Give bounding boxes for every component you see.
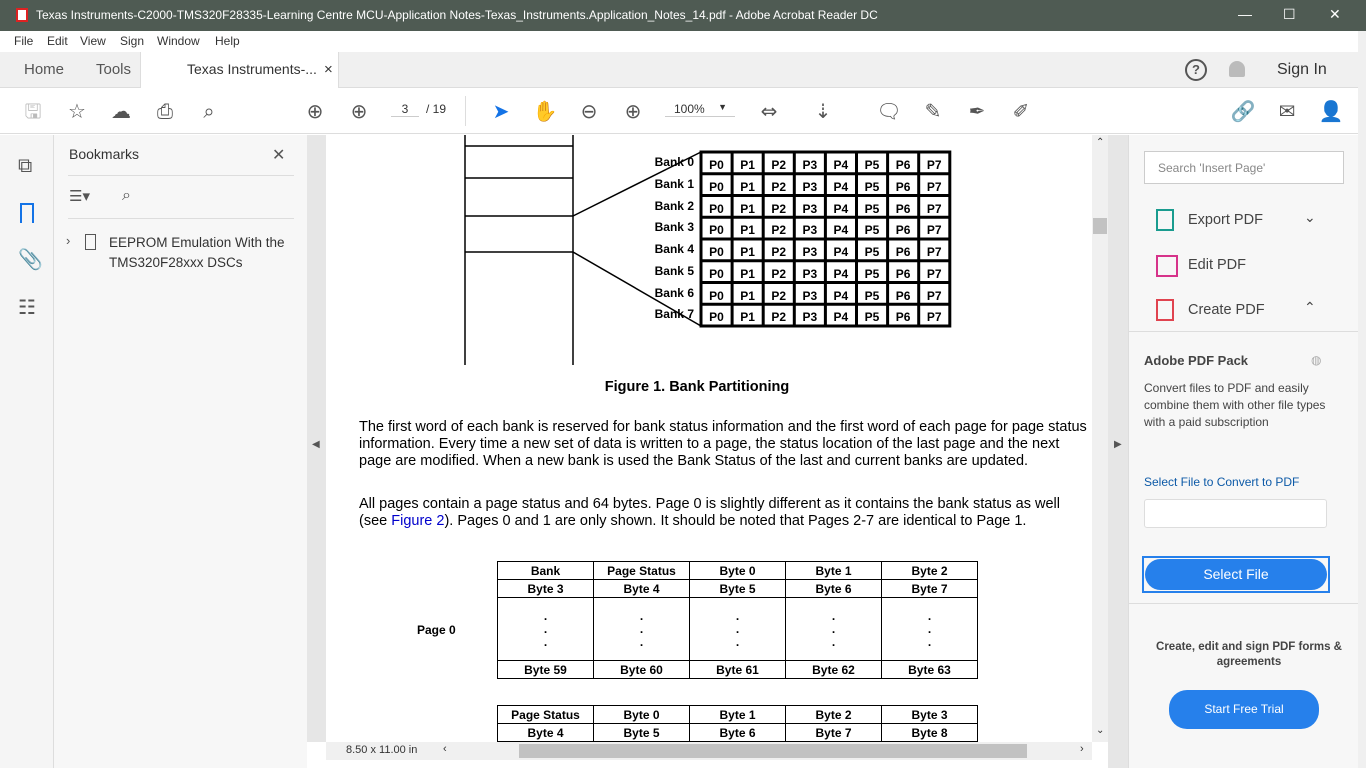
table-row	[498, 562, 978, 580]
table-cell: Byte 59	[498, 661, 594, 679]
page-cell: P0	[709, 310, 724, 325]
ellipsis-dots: . . .	[639, 608, 644, 649]
h-scroll-thumb[interactable]	[519, 744, 1027, 758]
page-cell: P1	[740, 158, 755, 172]
page-cell: P3	[802, 223, 818, 238]
sign-icon[interactable]: ✒	[968, 99, 986, 123]
hand-tool-icon[interactable]: ✋	[532, 99, 558, 123]
page-cell: P4	[833, 201, 849, 216]
add-user-icon[interactable]: 👤	[1318, 99, 1344, 123]
left-panel-collapse-strip[interactable]	[307, 135, 326, 742]
page-cell: P1	[740, 288, 755, 303]
page-cell: P5	[864, 223, 880, 238]
page-cell: P4	[833, 223, 849, 238]
page-cell: P7	[926, 201, 942, 216]
menu-sign[interactable]: Sign	[120, 34, 145, 48]
expand-chevron-icon[interactable]: ›	[66, 233, 71, 248]
table-cell: Page Status	[594, 562, 690, 580]
table-row	[498, 661, 978, 679]
page-cell: P4	[833, 266, 849, 281]
bookmark-star-icon[interactable]: ☆	[68, 99, 86, 123]
page-cell: P3	[802, 179, 818, 194]
page-cell: P6	[895, 179, 911, 194]
page-cell: P3	[802, 201, 818, 216]
scroll-thumb[interactable]	[1093, 218, 1107, 234]
divider	[1129, 331, 1359, 332]
page-fit-icon[interactable]: ⇔	[760, 99, 778, 123]
tools-pane	[1128, 135, 1358, 768]
close-panel-icon[interactable]: ✕	[272, 147, 286, 164]
page-cell: P2	[771, 201, 787, 216]
insert-page-search-input[interactable]: Search 'Insert Page'	[1144, 151, 1344, 184]
minimize-button[interactable]: —	[1238, 6, 1252, 22]
page-cell: P7	[926, 223, 942, 238]
table-cell	[786, 598, 882, 661]
table-row	[498, 598, 978, 661]
page-cell: P2	[771, 310, 787, 325]
page-cell: P1	[740, 310, 755, 325]
structure-tree-icon[interactable]: ☷	[18, 297, 36, 319]
menu-edit[interactable]: Edit	[47, 34, 68, 48]
figure-caption: Figure 1. Bank Partitioning	[604, 379, 790, 395]
sign-in-button[interactable]: Sign In	[1277, 61, 1327, 78]
bank-label: Bank 2	[654, 198, 694, 213]
edit-pdf-item[interactable]: Edit PDF	[1188, 257, 1247, 273]
table-cell: Byte 2	[786, 706, 882, 724]
page-cell: P0	[709, 245, 724, 259]
bookmarks-title: Bookmarks	[69, 146, 140, 162]
page-cell: P3	[802, 310, 818, 325]
collapse-left-icon[interactable]: ◀	[312, 439, 320, 450]
bookmarks-panel	[54, 135, 307, 768]
table-cell: Byte 0	[690, 562, 786, 580]
figure-2-link[interactable]: Figure 2	[391, 513, 445, 529]
page-cell: P5	[864, 266, 880, 281]
page-cell: P3	[802, 266, 818, 281]
table-cell: Byte 63	[882, 661, 978, 679]
page-cell: P0	[709, 158, 724, 172]
table-cell: Byte 5	[690, 580, 786, 598]
ellipsis-dots: . . .	[543, 608, 548, 649]
table-cell	[594, 598, 690, 661]
table-cell: Byte 6	[786, 580, 882, 598]
page-cell: P5	[864, 179, 880, 194]
window-title: Texas Instruments-C2000-TMS320F28335-Learning Centre MCU-Application Notes-Texas_Instruments.Application_Notes_14.pdf - Adobe Acrobat Reader DC	[36, 8, 878, 22]
outer-scrollbar[interactable]	[1358, 31, 1366, 768]
ellipsis-dots: . . .	[831, 608, 836, 649]
page-cell: P4	[833, 158, 849, 172]
tab-document-label: Texas Instruments-...	[187, 61, 317, 77]
table-cell	[498, 598, 594, 661]
fill-sign-icon[interactable]: ✐	[1012, 99, 1030, 123]
maximize-button[interactable]: ☐	[1283, 6, 1296, 22]
horizontal-scrollbar[interactable]	[326, 742, 1092, 760]
next-page-icon[interactable]: ⊕	[350, 99, 368, 123]
table-cell: Byte 3	[882, 706, 978, 724]
create-pdf-item[interactable]: Create PDF	[1188, 302, 1265, 318]
upload-cloud-icon[interactable]: ☁	[111, 99, 131, 123]
tab-document[interactable]	[140, 52, 339, 89]
page-cell: P0	[709, 179, 724, 194]
page-cell: P5	[864, 158, 880, 172]
page-cell: P1	[740, 179, 755, 194]
table-cell: Byte 4	[594, 580, 690, 598]
pdf-pack-description: Convert files to PDF and easily combine them with other file types with a paid subscription	[1144, 381, 1326, 429]
table-row	[498, 706, 978, 724]
ellipsis-dots: . . .	[735, 608, 740, 649]
page-cell: P3	[802, 245, 818, 259]
table-cell: Byte 7	[882, 580, 978, 598]
bank-label: Bank 6	[654, 285, 694, 300]
page-cell: P5	[864, 245, 880, 259]
table-cell: Byte 61	[690, 661, 786, 679]
tab-bar	[0, 52, 1358, 88]
bank-label: Bank 1	[654, 176, 694, 191]
table-cell: Byte 1	[690, 706, 786, 724]
previous-page-icon[interactable]: ⊕	[306, 99, 324, 123]
table-cell: Page Status	[498, 706, 594, 724]
paragraph	[359, 496, 1089, 530]
table-cell: Byte 2	[882, 562, 978, 580]
bank-label: Bank 5	[654, 263, 694, 278]
table-cell: Bank	[498, 562, 594, 580]
bookmarks-icon[interactable]	[20, 203, 34, 223]
table-cell: Byte 60	[594, 661, 690, 679]
document-page	[326, 135, 1092, 742]
page-cell: P7	[926, 288, 942, 303]
page-cell: P7	[926, 266, 942, 281]
bank-label: Bank 7	[654, 307, 694, 322]
page-cell: P6	[895, 310, 911, 325]
page-cell: P0	[709, 266, 724, 281]
divider	[1129, 603, 1359, 604]
table-cell: Byte 3	[498, 580, 594, 598]
right-panel-collapse-strip[interactable]	[1108, 135, 1128, 768]
chevron-down-icon[interactable]: ⌄	[1304, 209, 1316, 225]
table-cell	[882, 598, 978, 661]
menu-bar	[0, 31, 1358, 52]
search-icon[interactable]: ⌕	[203, 99, 215, 123]
select-cursor-icon[interactable]: ➤	[492, 99, 510, 123]
page-cell: P7	[926, 158, 942, 172]
zoom-in-icon[interactable]: ⊕	[624, 99, 642, 123]
collapse-right-icon[interactable]: ▶	[1114, 439, 1122, 450]
chevron-up-icon[interactable]: ⌃	[1304, 299, 1316, 315]
table-cell: Byte 4	[498, 724, 594, 742]
page-cell: P2	[771, 179, 787, 194]
page-total: / 19	[426, 102, 447, 116]
table-cell: Byte 0	[594, 706, 690, 724]
divider	[68, 218, 294, 219]
attachments-icon[interactable]: 📎	[18, 249, 43, 271]
page-cell: P7	[926, 310, 942, 325]
page-cell: P6	[895, 201, 911, 216]
page-cell: P6	[895, 245, 911, 259]
paragraph-text: ). Pages 0 and 1 are only shown. It should be noted that Pages 2-7 are identical to Page 1.	[444, 513, 1027, 529]
edit-pdf-icon	[1156, 255, 1178, 277]
scroll-mode-icon[interactable]: ⇣	[814, 99, 832, 123]
page-cell: P6	[895, 288, 911, 303]
page-cell: P2	[771, 223, 787, 238]
tab-home[interactable]: Home	[24, 61, 65, 78]
create-pdf-icon	[1156, 299, 1174, 321]
page-size: 8.50 x 11.00 in	[346, 744, 418, 756]
toolbar	[0, 88, 1358, 134]
export-pdf-item[interactable]: Export PDF	[1188, 212, 1263, 228]
email-icon[interactable]: ✉	[1278, 99, 1296, 123]
page-cell: P6	[895, 158, 911, 172]
close-button[interactable]: ✕	[1329, 6, 1341, 22]
page-cell: P6	[895, 223, 911, 238]
bookmark-icon	[85, 234, 96, 250]
page-cell: P4	[833, 310, 849, 325]
page-cell: P1	[740, 245, 755, 259]
chevron-down-icon: ▼	[718, 102, 727, 112]
page-cell: P2	[771, 266, 787, 281]
page-cell: P1	[740, 223, 755, 238]
scroll-up-icon[interactable]: ⌃	[1096, 137, 1105, 148]
table-row	[498, 724, 978, 742]
bookmark-item[interactable]: EEPROM Emulation With the TMS320F28xxx DSCs	[109, 235, 285, 270]
page-0-table	[497, 561, 978, 679]
start-free-trial-button[interactable]: Start Free Trial	[1169, 690, 1319, 729]
menu-window[interactable]: Window	[157, 34, 200, 48]
page-0-label: Page 0	[417, 623, 456, 637]
promo-text: Create, edit and sign PDF forms & agreements	[1156, 641, 1342, 668]
table-row	[498, 580, 978, 598]
page-cell: P1	[740, 266, 755, 281]
page-cell: P4	[833, 179, 849, 194]
ellipsis-dots: . . .	[927, 608, 932, 649]
comment-icon[interactable]: 🗨	[876, 99, 902, 123]
menu-view[interactable]: View	[80, 34, 106, 48]
paragraph: The first word of each bank is reserved for bank status information and the first word of each page for page status information. Every time a new set of data is written to a page, the status location of the last page and the next page are modified. When a new bank is used the Bank Status of the last and current banks are updated.	[359, 419, 1087, 469]
document-vertical-scrollbar[interactable]	[1092, 135, 1108, 742]
menu-help[interactable]: Help	[215, 34, 240, 48]
select-file-link[interactable]: Select File to Convert to PDF	[1144, 475, 1300, 489]
page-cell: P1	[740, 201, 755, 216]
table-cell: Byte 6	[690, 724, 786, 742]
tab-close-icon[interactable]: ×	[324, 61, 333, 78]
left-navigation-rail	[0, 135, 54, 768]
page-cell: P4	[833, 245, 849, 259]
page-cell: P0	[709, 223, 724, 238]
tab-tools[interactable]: Tools	[96, 61, 132, 78]
scroll-right-icon[interactable]: ›	[1080, 743, 1084, 755]
select-file-button[interactable]: Select File	[1145, 559, 1327, 590]
share-link-icon[interactable]: 🔗	[1230, 99, 1256, 123]
page-cell: P2	[771, 245, 787, 259]
menu-file[interactable]: File	[14, 34, 34, 48]
page-cell: P2	[771, 288, 787, 303]
table-cell	[690, 598, 786, 661]
table-cell: Byte 8	[882, 724, 978, 742]
page-thumbnails-icon[interactable]: ⧉	[18, 155, 33, 177]
page-cell: P5	[864, 288, 880, 303]
table-cell: Byte 62	[786, 661, 882, 679]
bank-label: Bank 3	[654, 220, 694, 235]
bookmark-search-icon[interactable]: ⌕	[122, 187, 131, 204]
tool-list	[1129, 195, 1359, 330]
page-cell: P7	[926, 245, 942, 259]
table-cell: Byte 1	[786, 562, 882, 580]
page-cell: P4	[833, 288, 849, 303]
help-icon[interactable]: ?	[1185, 59, 1207, 81]
page-number-input[interactable]: 3	[391, 102, 419, 117]
bank-label: Bank 0	[654, 155, 694, 169]
page-cell: P3	[802, 288, 818, 303]
paragraph-text: All pages contain a page status and 64 bytes. Page 0 is slightly different as it contains the bank status as well (see	[359, 496, 1060, 529]
toolbar-divider	[465, 96, 466, 126]
page-cell: P7	[926, 179, 942, 194]
zoom-value: 100%	[674, 102, 705, 116]
bookmark-options-icon[interactable]: ☰▾	[69, 188, 90, 205]
page-1-table	[497, 705, 978, 742]
acrobat-logo-icon	[16, 8, 28, 22]
page-cell: P0	[709, 201, 724, 216]
file-field[interactable]	[1144, 499, 1327, 528]
divider	[68, 175, 294, 176]
page-cell: P5	[864, 201, 880, 216]
notifications-bell-icon[interactable]	[1229, 61, 1245, 77]
scroll-down-icon[interactable]: ⌄	[1096, 725, 1105, 736]
print-icon[interactable]: ⎙	[157, 99, 173, 123]
page-cell: P2	[771, 158, 787, 172]
highlight-icon[interactable]: ✎	[924, 99, 942, 123]
save-icon[interactable]: 🖫	[24, 99, 42, 123]
zoom-out-icon[interactable]: ⊖	[580, 99, 598, 123]
zoom-select[interactable]	[665, 102, 735, 117]
title-bar	[0, 0, 1366, 31]
pdf-pack-title: Adobe PDF Pack	[1144, 353, 1249, 368]
scroll-left-icon[interactable]: ‹	[443, 743, 447, 755]
page-cell: P6	[895, 266, 911, 281]
page-cell: P5	[864, 310, 880, 325]
table-cell: Byte 5	[594, 724, 690, 742]
page-cell: P3	[802, 158, 818, 172]
bank-label: Bank 4	[654, 242, 694, 256]
table-cell: Byte 7	[786, 724, 882, 742]
globe-icon: ◍	[1311, 353, 1322, 367]
export-pdf-icon	[1156, 209, 1174, 231]
page-cell: P0	[709, 288, 724, 303]
